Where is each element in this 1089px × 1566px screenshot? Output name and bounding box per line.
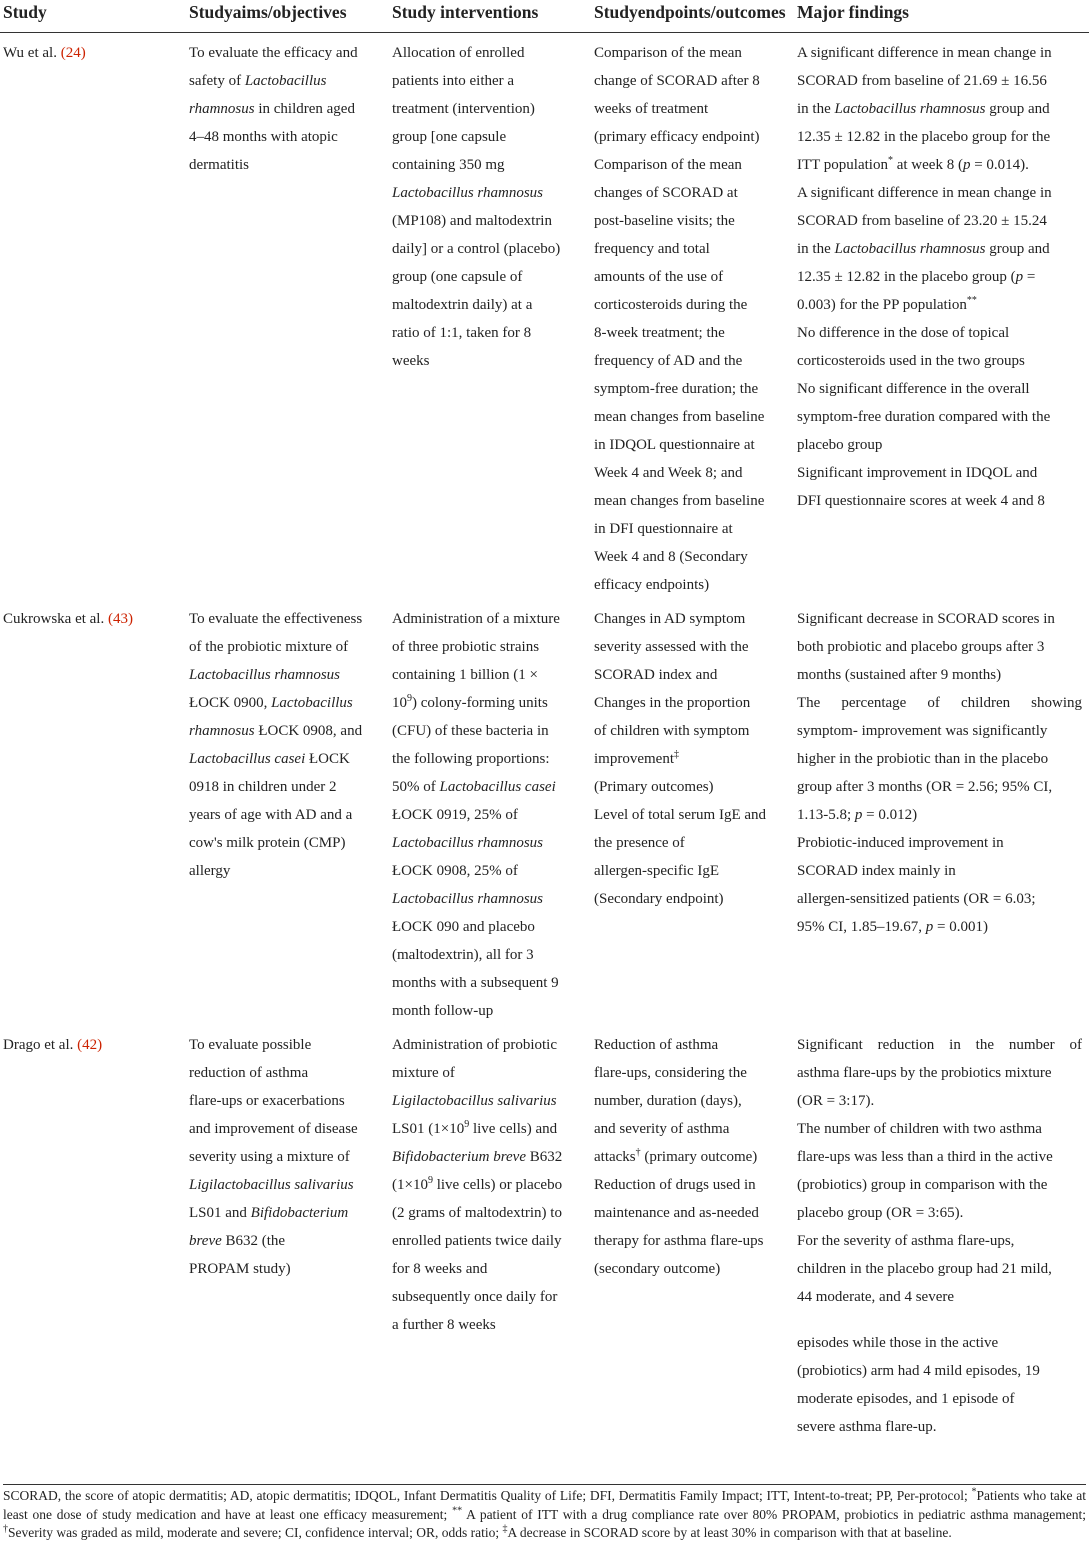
findings-cell: Significant decrease in SCORAD scores in both probiotic and placebo groups after 3 months (sustained after 9 months) The percentage of children showing symptom- improvement was significantly higher in the probiotic than in the placebo group after 3 months (OR = 2.56; 95% CI, 1.13-5.8; p = 0.012) Probiotic-induced improvement in SCORAD index mainly in allergen-sensitized patients (OR = 6.03; 95% CI, 1.85–19.67, p = 0.001) bbox=[797, 611, 1082, 935]
reference-link[interactable]: (24) bbox=[60, 45, 86, 61]
table-row bbox=[0, 33, 1089, 600]
aims-cell: To evaluate possible reduction of asthma flare-ups or exacerbations and improvement of disease severity using a mixture of Ligilactobacillus salivarius LS01 and Bifidobacterium breve B632 (the PROPAM study) bbox=[189, 1037, 358, 1277]
findings-cell: Significant reduction in the number of asthma flare-ups by the probiotics mixture (OR = 3:17). The number of children with two asthma flare-ups was less than a third in the active (probiotics) group in comparison with the placebo group (OR = 3:65). For the severity of asthma flare-ups, children in the placebo group had 21 mild, 44 moderate, and 4 severe episodes while those in the active (probiotics) arm had 4 mild episodes, 19 moderate episodes, and 1 episode of severe asthma flare-up. bbox=[797, 1037, 1082, 1435]
header-study: Study bbox=[0, 0, 186, 33]
interventions-cell: Allocation of enrolled patients into either a treatment (intervention) group [one capsule containing 350 mg Lactobacillus rhamnosus (MP108) and maltodextrin daily] or a control (placebo) group (one capsule of maltodextrin daily) at a ratio of 1:1, taken for 8 weeks bbox=[392, 45, 561, 369]
findings-cell: A significant difference in mean change in SCORAD from baseline of 21.69 ± 16.56 in the Lactobacillus rhamnosus group and 12.35 ± 12.82 in the placebo group for the ITT population* at week 8 (p = 0.014). A significant difference in mean change in SCORAD from baseline of 23.20 ± 15.24 in the Lactobacillus rhamnosus group and 12.35 ± 12.82 in the placebo group (p = 0.003) for the PP population** No difference in the dose of topical corticosteroids used in the two groups No significant difference in the overall symptom-free duration compared with the placebo group Significant improvement in IDQOL and DFI questionnaire scores at week 4 and 8 bbox=[797, 45, 1052, 509]
paragraph-gap bbox=[797, 1311, 1082, 1329]
table-footnote: SCORAD, the score of atopic dermatitis; AD, atopic dermatitis; IDQOL, Infant Dermatitis Quality of Life; DFI, Dermatitis Family Impact; ITT, Intent-to-treat; PP, Per-protocol; *Patients who take at least one dose of study medication and have at least one efficacy measurement; ** A patient of ITT with a drug compliance rate over 80% PROPAM, probiotics in pediatric asthma management; †Severity was graded as mild, moderate and severe; CI, confidence interval; OR, odds ratio; ‡A decrease in SCORAD score by at least 30% in comparison with that at baseline. bbox=[3, 1484, 1086, 1543]
study-cell: Wu et al. (24) bbox=[3, 45, 86, 61]
table-row bbox=[0, 599, 1089, 1025]
header-endpoints: Studyendpoints/outcomes bbox=[591, 0, 794, 33]
header-aims: Studyaims/objectives bbox=[186, 0, 389, 33]
endpoints-cell: Comparison of the mean change of SCORAD after 8 weeks of treatment (primary efficacy endpoint) Comparison of the mean changes of SCORAD at post-baseline visits; the frequency and total amounts of the use of corticosteroids during the 8-week treatment; the frequency of AD and the symptom-free duration; the mean changes from baseline in IDQOL questionnaire at Week 4 and Week 8; and mean changes from baseline in DFI questionnaire at Week 4 and 8 (Secondary efficacy endpoints) bbox=[594, 45, 765, 593]
study-cell: Cukrowska et al. (43) bbox=[3, 611, 133, 627]
endpoints-cell: Reduction of asthma flare-ups, considering the number, duration (days), and severity of asthma attacks† (primary outcome) Reduction of drugs used in maintenance and as-needed therapy for asthma flare-ups (secondary outcome) bbox=[594, 1037, 764, 1277]
header-interventions: Study interventions bbox=[389, 0, 591, 33]
table-row bbox=[0, 1025, 1089, 1451]
header-findings: Major findings bbox=[794, 0, 1089, 33]
reference-link[interactable]: (43) bbox=[107, 611, 133, 627]
study-cell: Drago et al. (42) bbox=[3, 1037, 103, 1053]
interventions-cell: Administration of a mixture of three probiotic strains containing 1 billion (1 × $10^9$) colony-forming units (CFU) of these bacteria in the following proportions: 50% of Lactobacillus casei ŁOCK 0919, 25% of Lactobacillus rhamnosus ŁOCK 0908, 25% of Lactobacillus rhamnosus ŁOCK 090 and placebo (maltodextrin), all for 3 months with a subsequent 9 month follow-up bbox=[392, 611, 560, 1019]
header-row bbox=[0, 0, 1089, 33]
aims-cell: To evaluate the effectiveness of the probiotic mixture of Lactobacillus rhamnosus ŁOCK 0900, Lactobacillus rhamnosus ŁOCK 0908, and Lactobacillus casei ŁOCK 0918 in children under 2 years of age with AD and a cow's milk protein (CMP) allergy bbox=[189, 611, 363, 879]
interventions-cell: Administration of probiotic mixture of Ligilactobacillus salivarius LS01 ($1\times 10^9$ live cells) and Bifidobacterium breve B632 ($1\times 10^9$ live cells) or placebo (2 grams of maltodextrin) to enrolled patients twice daily for 8 weeks and subsequently once daily for a further 8 weeks bbox=[392, 1037, 563, 1333]
reference-link[interactable]: (42) bbox=[77, 1037, 103, 1053]
endpoints-cell: Changes in AD symptom severity assessed with the SCORAD index and Changes in the proportion of children with symptom improvement‡ (Primary outcomes) Level of total serum IgE and the presence of allergen-specific IgE (Secondary endpoint) bbox=[594, 611, 767, 907]
aims-cell: To evaluate the efficacy and safety of Lactobacillus rhamnosus in children aged 4–48 months with atopic dermatitis bbox=[189, 45, 358, 173]
